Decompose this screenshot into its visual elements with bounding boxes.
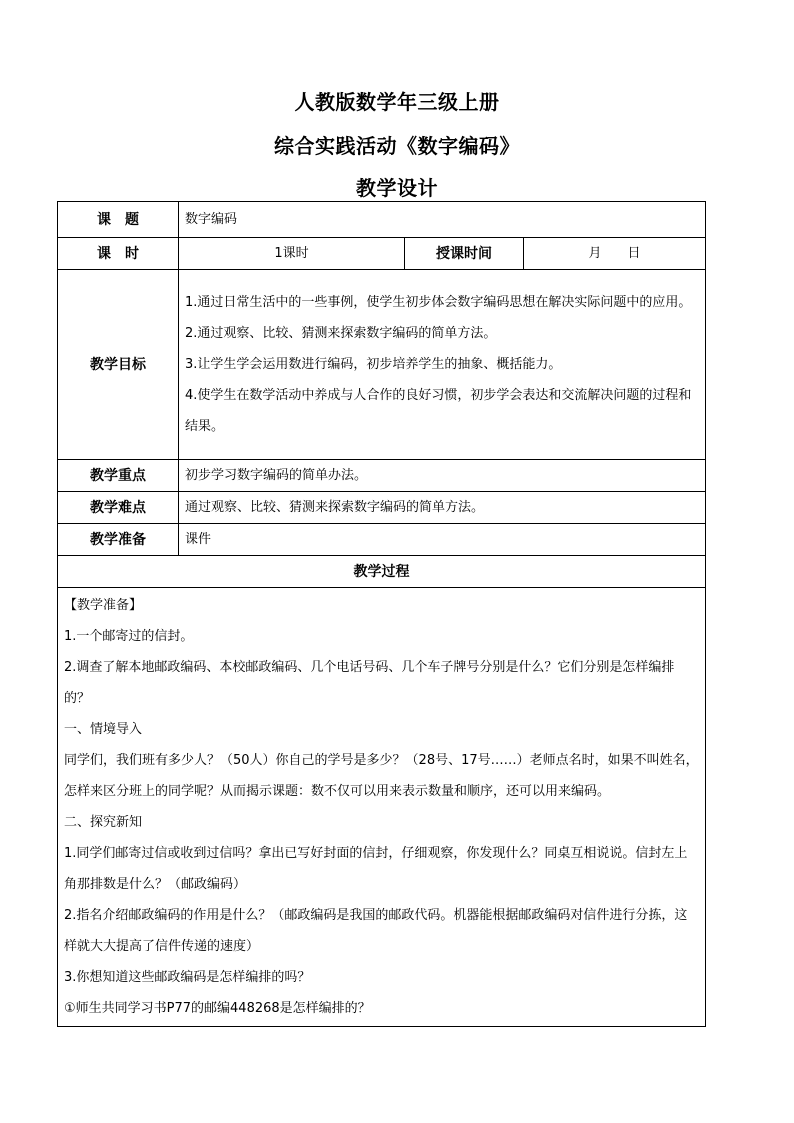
- period-label: 课 时: [58, 238, 179, 270]
- process-line: 【教学准备】: [64, 598, 143, 613]
- prep-label: 教学准备: [58, 524, 179, 556]
- prep-value: 课件: [179, 524, 706, 556]
- document-heading: 教学设计: [356, 176, 438, 200]
- difficulty-label: 教学难点: [58, 492, 179, 524]
- goal-item: 4.使学生在数学活动中养成与人合作的良好习惯，初步学会表达和交流解决问题的过程和结果。: [185, 388, 692, 434]
- process-cell: [58, 588, 706, 1027]
- topic-value: 数字编码: [179, 202, 706, 238]
- row-period: [58, 238, 706, 270]
- process-line: 1.一个邮寄过的信封。: [64, 629, 194, 644]
- document-subtitle: 综合实践活动《数字编码》: [274, 134, 520, 158]
- process-line: 1.同学们邮寄过信或收到过信吗？拿出已写好封面的信封，仔细观察，你发现什么？同桌互相说说。信封左上角那排数是什么？（邮政编码）: [64, 846, 688, 892]
- process-line: 一、情境导入: [64, 722, 143, 737]
- process-line: ①师生共同学习书P77的邮编448268是怎样编排的？: [64, 1001, 371, 1016]
- lesson-plan-table: [57, 201, 706, 1027]
- difficulty-value: 通过观察、比较、猜测来探索数字编码的简单方法。: [179, 492, 706, 524]
- period-value: 1课时: [179, 238, 405, 270]
- time-value: 月 日: [524, 238, 706, 270]
- goal-item: 3.让学生学会运用数进行编码，初步培养学生的抽象、概括能力。: [185, 357, 562, 372]
- row-topic: [58, 202, 706, 238]
- process-line: 同学们，我们班有多少人？（50人）你自己的学号是多少？（28号、17号……）老师点名时，如果不叫姓名，怎样来区分班上的同学呢？从而揭示课题：数不仅可以用来表示数量和顺序，还可以用来编码。: [64, 753, 699, 799]
- row-process: [58, 588, 706, 1027]
- goals-cell: [179, 270, 706, 460]
- row-difficulty: [58, 492, 706, 524]
- document-title: 人教版数学年三级上册: [294, 90, 500, 114]
- goal-item: 2.通过观察、比较、猜测来探索数字编码的简单方法。: [185, 326, 497, 341]
- process-line: 3.你想知道这些邮政编码是怎样编排的吗？: [64, 970, 311, 985]
- key-label: 教学重点: [58, 460, 179, 492]
- topic-label: 课 题: [58, 202, 179, 238]
- time-label: 授课时间: [405, 238, 524, 270]
- row-preparation: [58, 524, 706, 556]
- process-line: 二、探究新知: [64, 815, 143, 830]
- goals-label: 教学目标: [58, 270, 179, 460]
- key-value: 初步学习数字编码的简单办法。: [179, 460, 706, 492]
- row-goals: [58, 270, 706, 460]
- row-key-point: [58, 460, 706, 492]
- goal-item: 1.通过日常生活中的一些事例，使学生初步体会数字编码思想在解决实际问题中的应用。: [185, 295, 692, 310]
- process-line: 2.调查了解本地邮政编码、本校邮政编码、几个电话号码、几个车子牌号分别是什么？它们分别是怎样编排的？: [64, 660, 675, 706]
- row-process-header: [58, 556, 706, 588]
- process-label: 教学过程: [58, 556, 706, 588]
- process-line: 2.指名介绍邮政编码的作用是什么？（邮政编码是我国的邮政代码。机器能根据邮政编码对信件进行分拣，这样就大大提高了信件传递的速度）: [64, 908, 688, 954]
